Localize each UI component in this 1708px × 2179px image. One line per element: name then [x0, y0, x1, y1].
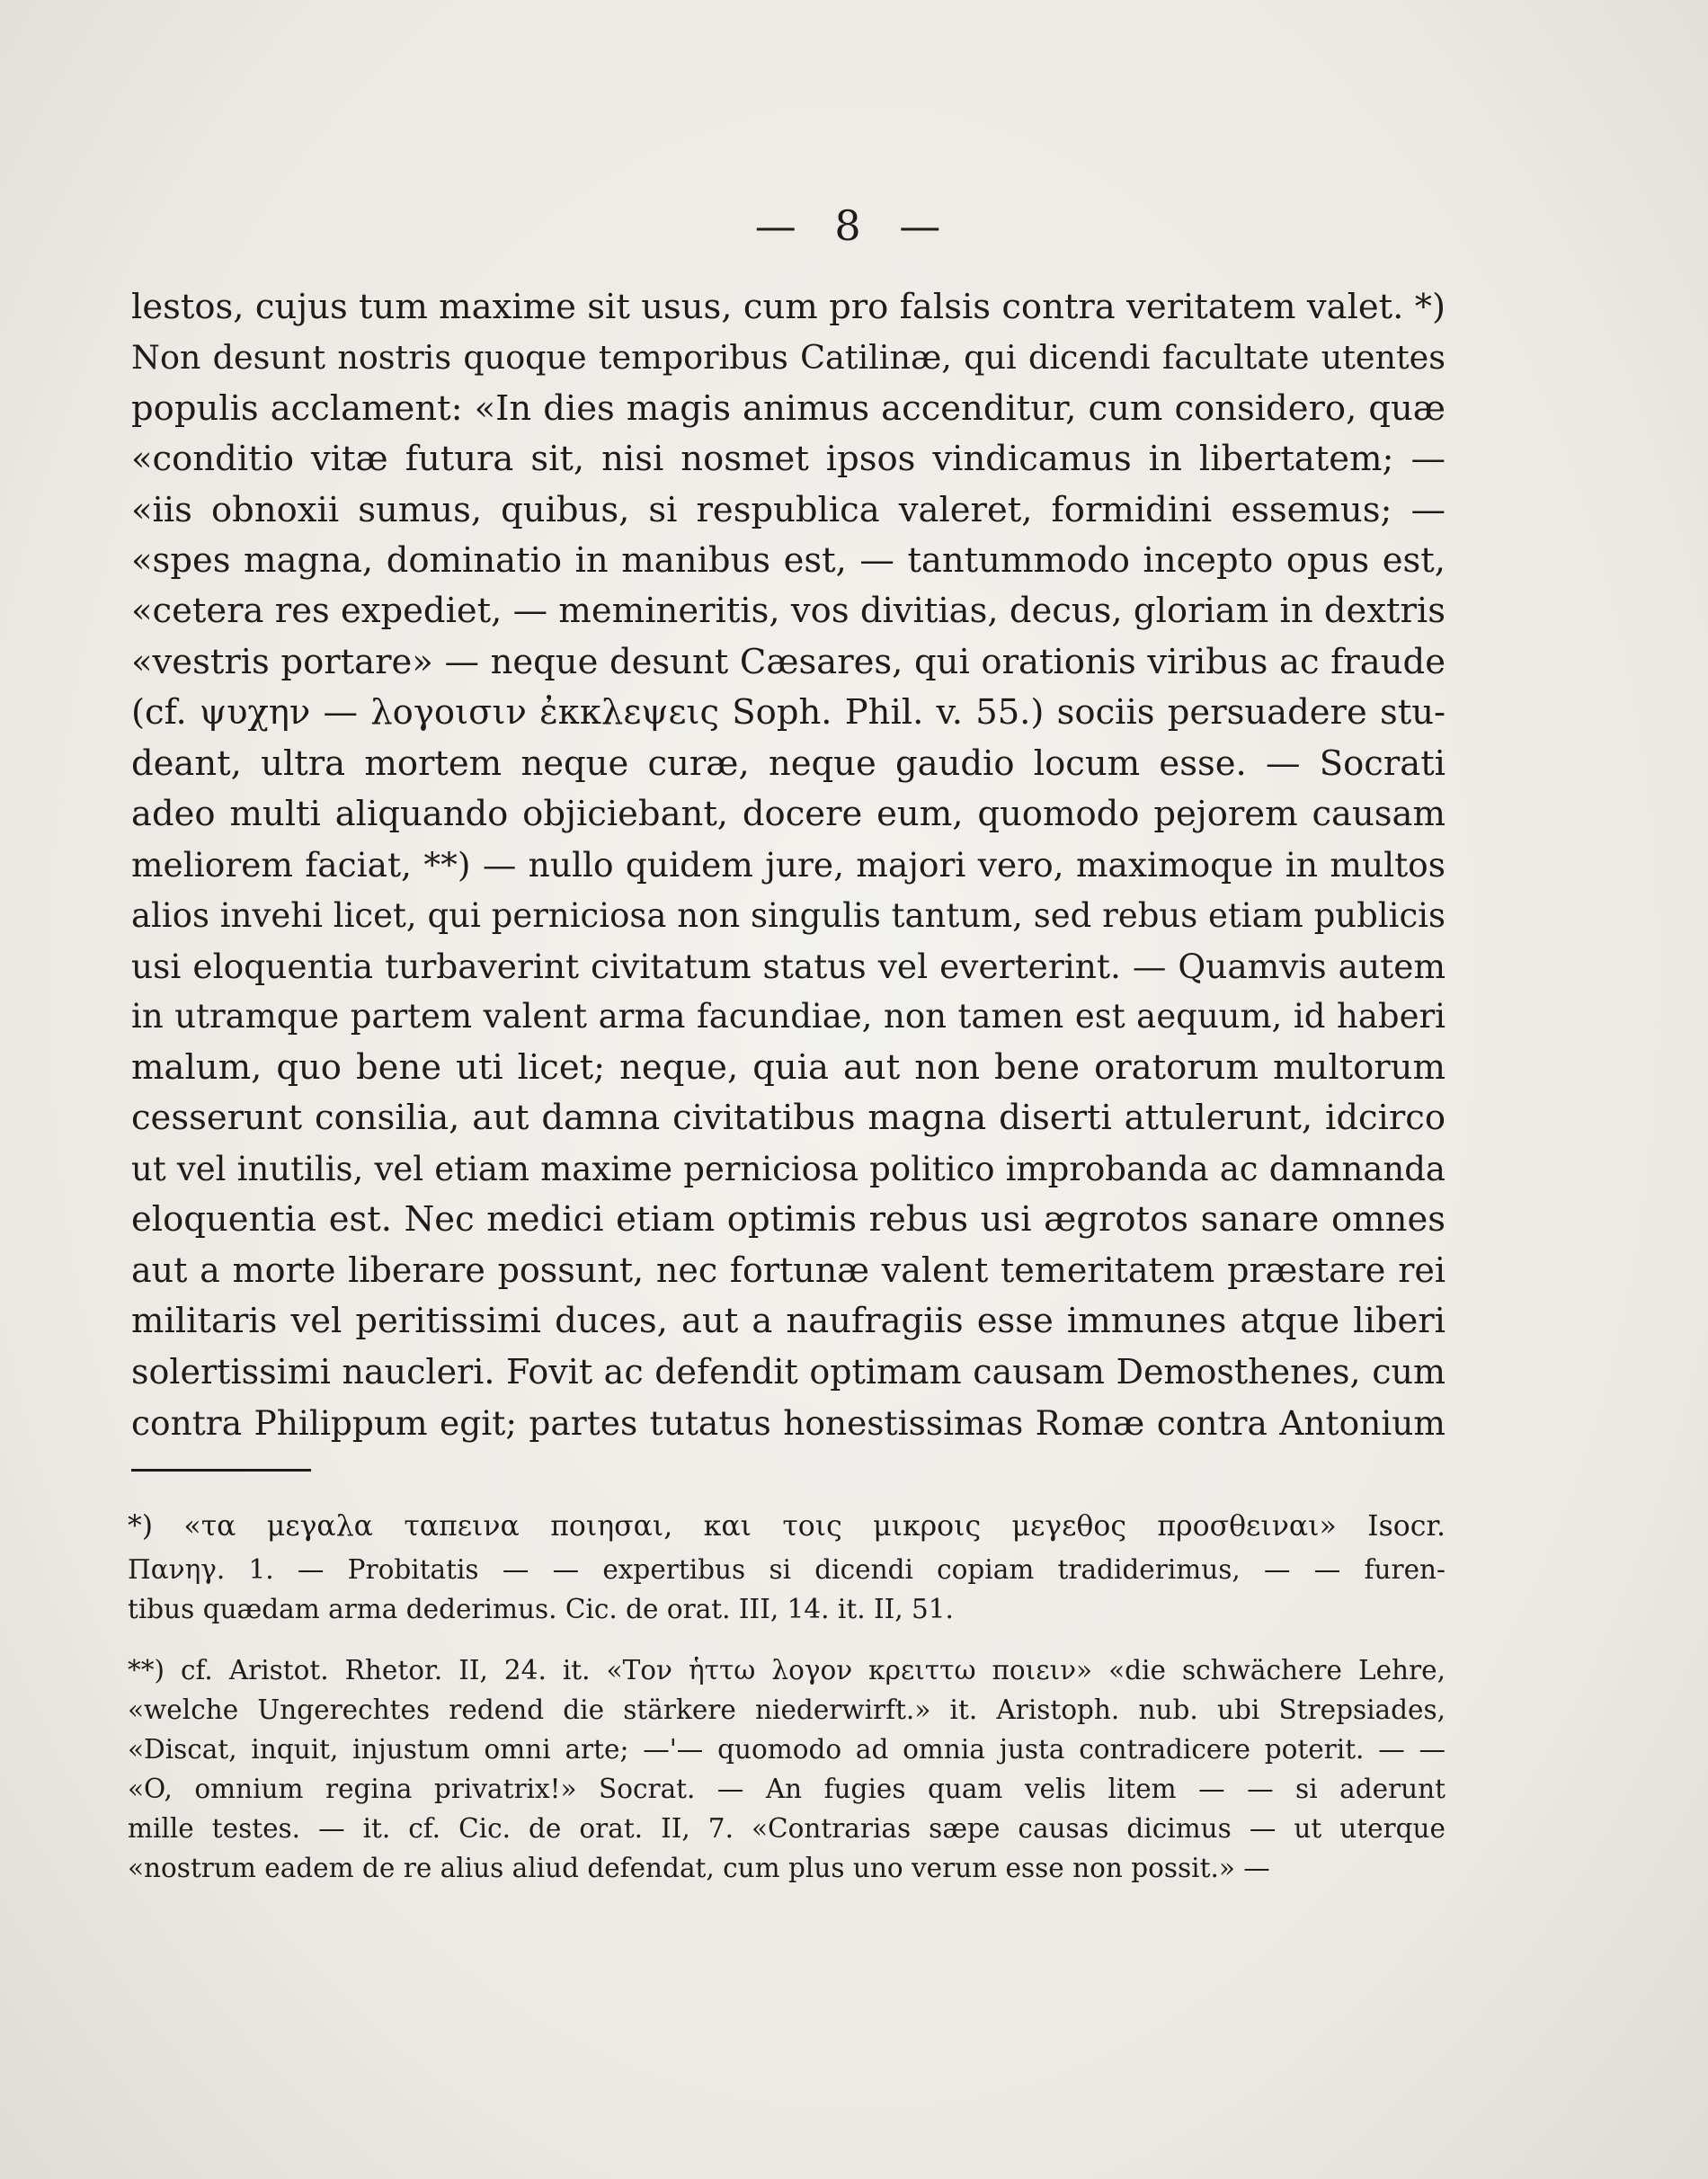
text-line: populis acclament: «In dies magis animus accenditur, cum considero, quæ — [131, 387, 1446, 429]
text-line: «cetera res expediet, — memineritis, vos divitias, decus, gloriam in dextris — [131, 591, 1446, 632]
main-text-block — [131, 282, 1446, 1448]
footnote-line: tibus quædam arma dederimus. Cic. de orat. III, 14. it. II, 51. — [128, 1594, 954, 1624]
text-line: «spes magna, dominatio in manibus est, — tantummodo incepto opus est, — [131, 539, 1446, 581]
footnote-line: Πανηγ. 1. — Probitatis — — expertibus si dicendi copiam tradiderimus, — — furen- — [128, 1554, 1446, 1585]
text-line: solertissimi naucleri. Fovit ac defendit optimam causam Demosthenes, cum — [131, 1352, 1446, 1392]
text-line: «conditio vitæ futura sit, nisi nosmet ipsos vindicamus in libertatem; — — [131, 439, 1446, 480]
text-line: «iis obnoxii sumus, quibus, si respublica valeret, formidini essemus; — — [131, 489, 1446, 530]
text-line: militaris vel peritissimi duces, aut a naufragiis esse immunes atque liberi — [131, 1300, 1446, 1341]
text-line: cesserunt consilia, aut damna civitatibus magna diserti attulerunt, idcirco — [131, 1098, 1446, 1139]
footnote-line: *) «τα μεγαλα ταπεινα ποιησαι, και τοις μικροις μεγεθος προσθειναι» Isocr. — [128, 1510, 1446, 1543]
text-line: ut vel inutilis, vel etiam maxime perniciosa politico improbanda ac damnanda — [131, 1149, 1446, 1188]
text-line: usi eloquentia turbaverint civitatum status vel everterint. — Quamvis autem — [131, 947, 1446, 987]
footnote-separator — [131, 1469, 311, 1472]
text-line: contra Philippum egit; partes tutatus honestissimas Romæ contra Antonium — [131, 1402, 1446, 1443]
footnote-line: «Discat, inquit, injustum omni arte; —'— quomodo ad omnia justa contradicere poterit. — — — [128, 1734, 1446, 1765]
footnote-line: mille testes. — it. cf. Cic. de orat. II, 7. «Contrarias sæpe causas dicimus — ut uterque — [128, 1813, 1446, 1844]
footnote-line: **) cf. Aristot. Rhetor. II, 24. it. «Τον ἡττω λογον κρειττω ποιειν» «die schwächere Lehre, — [128, 1655, 1446, 1685]
text-line: lestos, cujus tum maxime sit usus, cum pro falsis contra veritatem valet. *) — [131, 287, 1446, 327]
text-line: «vestris portare» — neque desunt Cæsares, qui orationis viribus ac fraude — [131, 641, 1446, 682]
text-line: Non desunt nostris quoque temporibus Catilinæ, qui dicendi facultate utentes — [131, 338, 1446, 378]
text-line: alios invehi licet, qui perniciosa non singulis tantum, sed rebus etiam publicis — [131, 895, 1446, 935]
text-line: adeo multi aliquando objiciebant, docere eum, quomodo pejorem causam — [131, 793, 1446, 834]
text-line: meliorem faciat, **) — nullo quidem jure, majori vero, maximoque in multos — [131, 845, 1446, 885]
footnote-line: «welche Ungerechtes redend die stärkere niederwirft.» it. Aristoph. nub. ubi Strepsiades, — [128, 1694, 1446, 1725]
footnote-1 — [128, 1503, 1446, 1629]
footnote-line: «O, omnium regina privatrix!» Socrat. — An fugies quam velis litem — — si aderunt — [128, 1774, 1446, 1804]
text-line: aut a morte liberare possunt, nec fortunæ valent temeritatem præstare rei — [131, 1250, 1446, 1291]
text-line: (cf. ψυχην — λογοισιν ἐκκλεψεις Soph. Phil. v. 55.) sociis persuadere stu- — [131, 692, 1446, 734]
page-number-header: — 8 — — [754, 201, 954, 250]
text-line: malum, quo bene uti licet; neque, quia aut non bene oratorum multorum — [131, 1046, 1446, 1088]
footnote-line: «nostrum eadem de re alius aliud defendat, cum plus uno verum esse non possit.» — — [128, 1853, 1270, 1883]
footnote-2 — [128, 1650, 1446, 1888]
text-line: eloquentia est. Nec medici etiam optimis rebus usi ægrotos sanare omnes — [131, 1199, 1446, 1241]
text-line: deant, ultra mortem neque curæ, neque gaudio locum esse. — Socrati — [131, 743, 1446, 784]
text-line: in utramque partem valent arma facundiae, non tamen est aequum, id haberi — [131, 997, 1446, 1036]
